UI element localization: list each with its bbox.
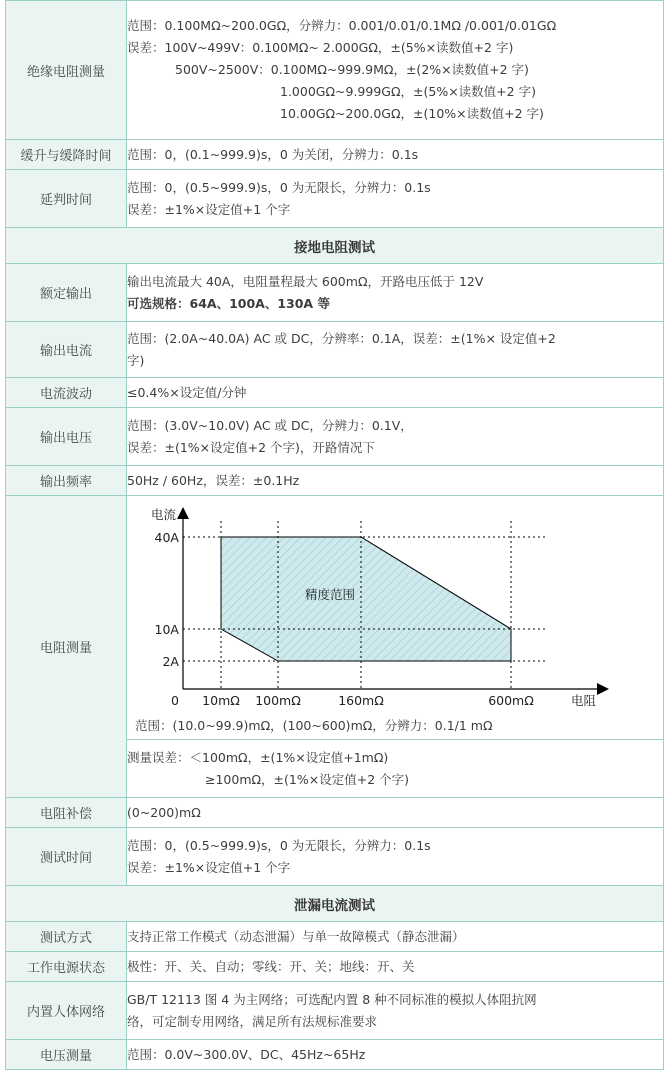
row-output-freq	[6, 466, 664, 496]
value-delay	[127, 170, 664, 228]
row-compensation	[6, 798, 664, 828]
label-voltage-measure: 电压测量	[6, 1040, 127, 1070]
rated-output-line-2: 可选规格：64A、100A、130A 等	[127, 295, 330, 311]
x-axis-label: 电阻	[571, 692, 597, 708]
resistance-range-line: 范围：(10.0~99.9)mΩ，(100~600)mΩ，分辨力：0.1/1 mΩ	[135, 717, 493, 733]
value-current-fluct: ≤0.4%×设定值/分钟	[127, 378, 664, 408]
label-output-voltage: 输出电压	[6, 408, 127, 466]
value-rated-output	[127, 264, 664, 322]
resistance-error-line-2: ≥100mΩ，±(1%×设定值+2 个字)	[205, 771, 409, 787]
x-tick-10: 10mΩ	[202, 692, 240, 708]
delay-line-1: 范围：0，(0.5~999.9)s，0 为无限长，分辨力：0.1s	[127, 179, 431, 195]
value-insulation	[127, 1, 664, 140]
y-axis-label: 电流	[151, 506, 177, 522]
value-compensation: (0~200)mΩ	[127, 798, 664, 828]
row-voltage-measure	[6, 1040, 664, 1070]
resistance-error-line-1: 测量误差：＜100mΩ，±(1%×设定值+1mΩ)	[127, 749, 389, 765]
row-leakage-section	[6, 886, 664, 922]
label-delay: 延判时间	[6, 170, 127, 228]
value-output-voltage	[127, 408, 664, 466]
row-ramp	[6, 140, 664, 170]
label-ramp: 缓升与缓降时间	[6, 140, 127, 170]
output-current-line-2: 字)	[127, 352, 145, 368]
section-ground: 接地电阻测试	[6, 228, 664, 264]
label-test-time: 测试时间	[6, 828, 127, 886]
row-body-network	[6, 982, 664, 1040]
body-network-line-1: GB/T 12113 图 4 为主网络；可选配内置 8 种不同标准的模拟人体阻抗网	[127, 991, 537, 1007]
label-resistance: 电阻测量	[6, 496, 127, 798]
spec-table	[5, 0, 664, 1070]
value-resistance-chart	[127, 496, 664, 740]
row-current-fluct	[6, 378, 664, 408]
label-power-state: 工作电源状态	[6, 952, 127, 982]
value-output-current	[127, 322, 664, 378]
delay-line-2: 误差：±1%×设定值+1 个字	[127, 201, 291, 217]
row-ground-section	[6, 228, 664, 264]
row-power-state	[6, 952, 664, 982]
value-resistance-error	[127, 740, 664, 798]
value-body-network	[127, 982, 664, 1040]
label-current-fluct: 电流波动	[6, 378, 127, 408]
output-voltage-line-1: 范围：(3.0V~10.0V) AC 或 DC，分辨力：0.1V，	[127, 417, 413, 433]
accuracy-region	[221, 537, 511, 661]
row-resistance-chart	[6, 496, 664, 740]
label-compensation: 电阻补偿	[6, 798, 127, 828]
insulation-line-3: 500V~2500V：0.100MΩ~999.9MΩ，±(2%×读数值+2 字)	[175, 62, 529, 77]
y-tick-40: 40A	[154, 529, 179, 545]
value-power-state: 极性：开、关、自动；零线：开、关；地线：开、关	[127, 952, 664, 982]
output-voltage-line-2: 误差：±(1%×设定值+2 个字)，开路情况下	[127, 439, 375, 455]
value-voltage-measure: 范围：0.0V~300.0V、DC、45Hz~65Hz	[127, 1040, 664, 1070]
label-body-network: 内置人体网络	[6, 982, 127, 1040]
row-test-mode	[6, 922, 664, 952]
insulation-line-2: 误差：100V~499V：0.100MΩ~ 2.000GΩ，±(5%×读数值+2 字)	[127, 40, 514, 55]
y-tick-10: 10A	[154, 621, 179, 637]
insulation-line-5: 10.00GΩ~200.0GΩ，±(10%×读数值+2 字)	[280, 106, 544, 121]
label-output-current: 输出电流	[6, 322, 127, 378]
area-label: 精度范围	[305, 586, 356, 602]
insulation-line-4: 1.000GΩ~9.999GΩ，±(5%×读数值+2 字)	[280, 84, 536, 99]
output-current-line-1: 范围：(2.0A~40.0A) AC 或 DC，分辨率：0.1A，误差：±(1%× 设定值+2	[127, 330, 556, 346]
test-time-line-2: 误差：±1%×设定值+1 个字	[127, 859, 291, 875]
row-insulation	[6, 1, 664, 140]
insulation-line-1: 范围：0.100MΩ~200.0GΩ，分辨力：0.001/0.01/0.1MΩ /0.001/0.01GΩ	[127, 18, 557, 33]
label-insulation: 绝缘电阻测量	[6, 1, 127, 140]
row-test-time	[6, 828, 664, 886]
y-tick-2: 2A	[162, 653, 179, 669]
row-output-voltage	[6, 408, 664, 466]
label-test-mode: 测试方式	[6, 922, 127, 952]
row-output-current	[6, 322, 664, 378]
body-network-line-2: 络，可定制专用网络，满足所有法规标准要求	[127, 1013, 378, 1029]
test-time-line-1: 范围：0，(0.5~999.9)s，0 为无限长，分辨力：0.1s	[127, 837, 431, 853]
value-test-mode: 支持正常工作模式（动态泄漏）与单一故障模式（静态泄漏）	[127, 922, 664, 952]
row-rated-output	[6, 264, 664, 322]
value-ramp: 范围：0，(0.1~999.9)s，0 为关闭，分辨力：0.1s	[127, 140, 664, 170]
label-output-freq: 输出频率	[6, 466, 127, 496]
section-leakage: 泄漏电流测试	[6, 886, 664, 922]
x-tick-600: 600mΩ	[488, 692, 534, 708]
value-output-freq: 50Hz / 60Hz，误差：±0.1Hz	[127, 466, 664, 496]
rated-output-line-1: 输出电流最大 40A，电阻量程最大 600mΩ，开路电压低于 12V	[127, 273, 484, 289]
label-rated-output: 额定输出	[6, 264, 127, 322]
origin-label: 0	[171, 692, 179, 708]
value-test-time	[127, 828, 664, 886]
row-delay	[6, 170, 664, 228]
x-tick-160: 160mΩ	[338, 692, 384, 708]
accuracy-chart	[135, 499, 635, 713]
x-tick-100: 100mΩ	[255, 692, 301, 708]
